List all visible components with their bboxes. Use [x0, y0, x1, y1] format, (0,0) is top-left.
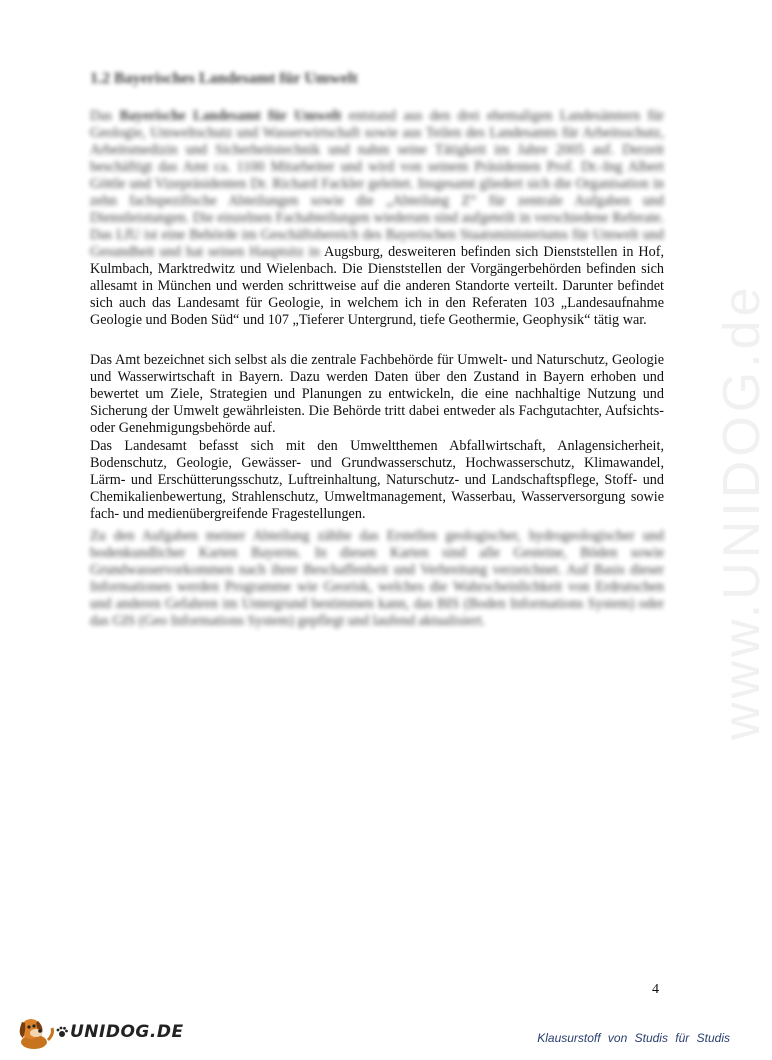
paragraph-themen: Das Landesamt befasst sich mit den Umweltthemen Abfallwirtschaft, Anlagensicherheit, Bodenschutz, Geologie, Gewässer- und Grundwasserschutz, Hochwasserschutz, Klimawandel, Lärm- und Erschütterungsschutz, Luftreinhaltung, Naturschutz- und Landschaftspflege, Stoff- und Chemikalienbewertung, Strahlenschutz, Umweltmanagement, Wasserbau, Wasserversorgung sowie fach- und medienübergreifende Fragestellungen.	[90, 438, 664, 522]
dog-mascot-icon	[14, 1014, 56, 1050]
unidog-logo[interactable]	[14, 1014, 184, 1050]
intro-visible-text: Augsburg, desweiteren befinden sich Dienststellen in Hof, Kulmbach, Marktredwitz und Wielenbach. Die Dienststellen der Vorgängerbehörden befinden sich allesamt in München und werden schrittweise auf die anderen Standorte verteilt. Darunter befindet sich auch das Landesamt für Geologie, in welchem ich in den Referaten 103 „Landesaufnahme Geologie und Boden Süd“ und 107 „Tieferer Untergrund, tiefe Geothermie, Geophysik“ tätig war.	[90, 244, 665, 328]
paragraph-amt: Das Amt bezeichnet sich selbst als die zentrale Fachbehörde für Umwelt- und Naturschutz, Geologie und Wasserwirtschaft in Bayern. Dazu werden Daten über den Zustand in Bayern erhoben und bewertet um Ziele, Strategien und Planungen zu entwickeln, die eine nachhaltige Nutzung und Sicherung der Umwelt gewährleisten. Die Behörde tritt dabei entweder als Fachgutachter, Aufsichts- oder Genehmigungsbehörde auf.	[90, 352, 664, 436]
watermark: www.UNIDOG.de	[713, 283, 771, 740]
paragraph-aufgaben: Zu den Aufgaben meiner Abteilung zählte das Erstellen geologischer, hydrogeologischer und bodenkundlicher Karten Bayerns. In diesen Karten sind alle Gesteine, Böden sowie Grundwasservorkommen nach ihrer Beschaffenheit und Verbreitung verzeichnet. Auf Basis dieser Informationen werden Programme wie Georisk, welches die Wahrscheinlichkeit von Erdrutschen und anderen Gefahren im Untergrund bestimmen kann, das BIS (Boden Informations System) oder das GIS (Geo Informations System) gepflegt und laufend aktualisiert.	[90, 528, 664, 629]
footer-tagline: Klausurstoff von Studis für Studis	[537, 1031, 730, 1045]
intro-blurred-prefix: Das	[90, 108, 120, 124]
intro-bold-term: Bayerische Landesamt für Umwelt	[119, 108, 342, 124]
page-number: 4	[652, 982, 659, 997]
intro-paragraph	[90, 108, 664, 329]
section-heading: 1.2 Bayerisches Landesamt für Umwelt	[90, 70, 358, 87]
intro-blurred-text: entstand aus den drei ehemaligen Landesämtern für Geologie, Umweltschutz und Wasserwirtschaft sowie aus Teilen des Landesamts für Arbeitsschutz, Arbeitsmedizin und Sicherheitstechnik und nahm seine Tätigkeit im Jahre 2005 auf. Derzeit beschäftigt das Amt ca. 1100 Mitarbeiter und wird von seinem Präsidenten Prof. Dr.-Ing Albert Göttle und Vizepräsidenten Dr. Richard Fackler geleitet. Insgesamt gliedert sich die Organisation in zehn fachspezifische Abteilungen sowie die „Abteilung Z“ für zentrale Aufgaben und Dienstleistungen. Die einzelnen Fachabteilungen wiederum sind aufgeteilt in verschiedene Referate. Das LfU ist eine Behörde im Geschäftsbereich des Bayerischen Staatsministeriums für Umwelt und Gesundheit und hat seinen Hauptsitz in	[90, 108, 664, 260]
paw-icon	[56, 1026, 68, 1038]
logo-text: UNIDOG.DE	[70, 1022, 184, 1042]
